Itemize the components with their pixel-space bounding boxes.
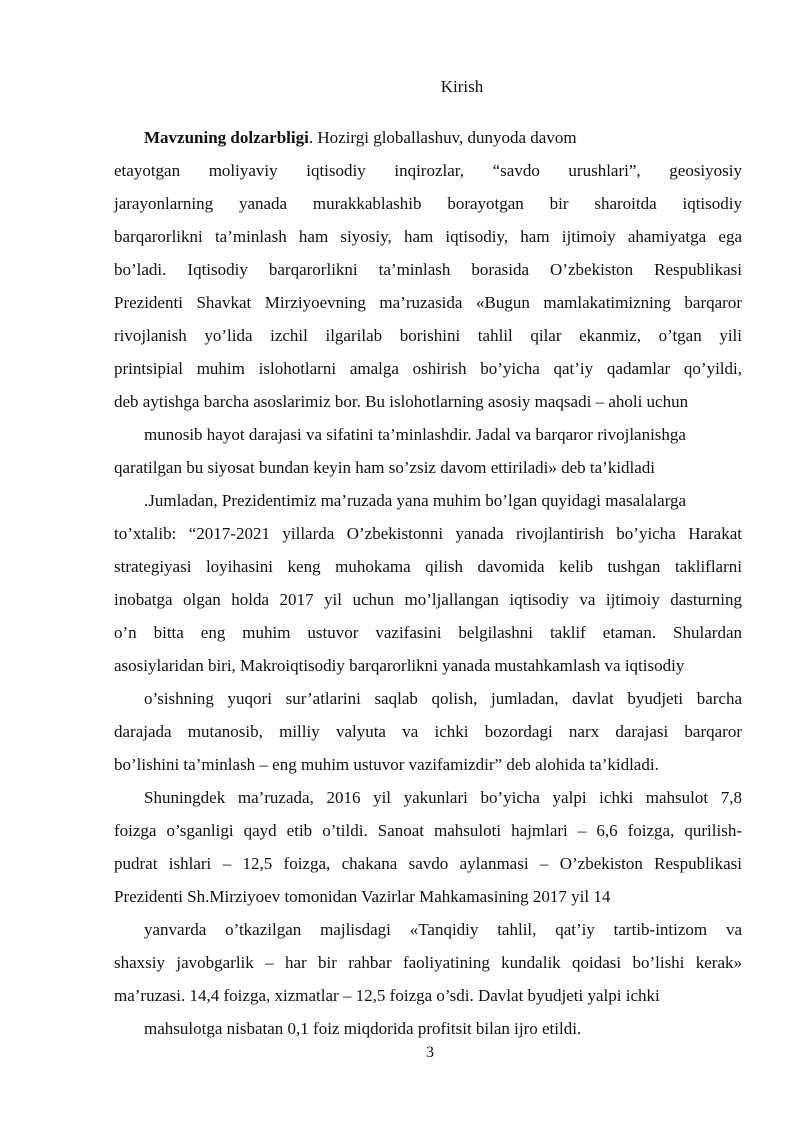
text-line: o’n bitta eng muhim ustuvor vazifasini belgilashni taklif etaman. Shulardan: [114, 623, 742, 642]
text-line: yanvarda o’tkazilgan majlisdagi «Tanqidiy tahlil, qat’iy tartib-intizom va: [144, 920, 742, 939]
text-line: [144, 121, 577, 154]
text-line: ma’ruzasi. 14,4 foizga, xizmatlar – 12,5 foizga o’sdi. Davlat byudjeti yalpi ichki: [114, 986, 660, 1005]
page-title: Kirish: [440, 77, 484, 96]
text-line: foizga o’sganligi qayd etib o’tildi. Sanoat mahsuloti hajmlari – 6,6 foizga, qurilish-: [114, 821, 742, 840]
text-line: barqarorlikni ta’minlash ham siyosiy, ham iqtisodiy, ham ijtimoiy ahamiyatga ega: [114, 227, 742, 246]
text-line: pudrat ishlari – 12,5 foizga, chakana savdo aylanmasi – O’zbekiston Respublikasi: [114, 854, 742, 873]
text-line: Prezidenti Shavkat Mirziyoevning ma’ruzasida «Bugun mamlakatimizning barqaror: [114, 293, 742, 312]
text-line: etayotgan moliyaviy iqtisodiy inqirozlar, “savdo urushlari”, geosiyosiy: [114, 161, 742, 180]
text-line: to’xtalib: “2017-2021 yillarda O’zbekistonni yanada rivojlantirish bo’yicha Harakat: [114, 524, 742, 543]
text-line-content: . Hozirgi globallashuv, dunyoda davom: [308, 128, 577, 147]
text-line: mahsulotga nisbatan 0,1 foiz miqdorida profitsit bilan ijro etildi.: [144, 1019, 582, 1038]
text-line: deb aytishga barcha asoslarimiz bor. Bu islohotlarning asosiy maqsadi – aholi uchun: [114, 392, 689, 411]
page-number: 3: [426, 1044, 434, 1061]
text-line: jarayonlarning yanada murakkablashib borayotgan bir sharoitda iqtisodiy: [114, 194, 742, 213]
text-line: Shuningdek ma’ruzada, 2016 yil yakunlari bo’yicha yalpi ichki mahsulot 7,8: [144, 788, 742, 807]
text-line: shaxsiy javobgarlik – har bir rahbar faoliyatining kundalik qoidasi bo’lishi kerak»: [114, 953, 742, 972]
text-line: inobatga olgan holda 2017 yil uchun mo’ljallangan iqtisodiy va ijtimoiy dasturning: [114, 590, 742, 609]
text-line: bo’ladi. Iqtisodiy barqarorlikni ta’minlash borasida O’zbekiston Respublikasi: [114, 260, 742, 279]
text-line: bo’lishini ta’minlash – eng muhim ustuvor vazifamizdir” deb alohida ta’kidladi.: [114, 755, 659, 774]
text-line: strategiyasi loyihasini keng muhokama qilish davomida kelib tushgan takliflarni: [114, 557, 742, 576]
text-line: qaratilgan bu siyosat bundan keyin ham so’zsiz davom ettiriladi» deb ta’kidladi: [114, 458, 656, 477]
text-line: rivojlanish yo’lida izchil ilgarilab borishini tahlil qilar ekanmiz, o’tgan yili: [114, 326, 742, 345]
text-line: asosiylaridan biri, Makroiqtisodiy barqarorlikni yanada mustahkamlash va iqtisodiy: [114, 656, 685, 675]
text-line: darajada mutanosib, milliy valyuta va ichki bozordagi narx darajasi barqaror: [114, 722, 742, 741]
text-line: munosib hayot darajasi va sifatini ta’minlashdir. Jadal va barqaror rivojlanishga: [144, 425, 686, 444]
text-line: .Jumladan, Prezidentimiz ma’ruzada yana muhim bo’lgan quyidagi masalalarga: [144, 491, 687, 510]
lead-heading: Mavzuning dolzarbligi: [144, 128, 309, 147]
text-line: o’sishning yuqori sur’atlarini saqlab qolish, jumladan, davlat byudjeti barcha: [144, 689, 742, 708]
text-line: Prezidenti Sh.Mirziyoev tomonidan Vazirlar Mahkamasining 2017 yil 14: [114, 887, 611, 906]
text-line: printsipial muhim islohotlarni amalga oshirish bo’yicha qat’iy qadamlar qo’yildi,: [114, 359, 742, 378]
